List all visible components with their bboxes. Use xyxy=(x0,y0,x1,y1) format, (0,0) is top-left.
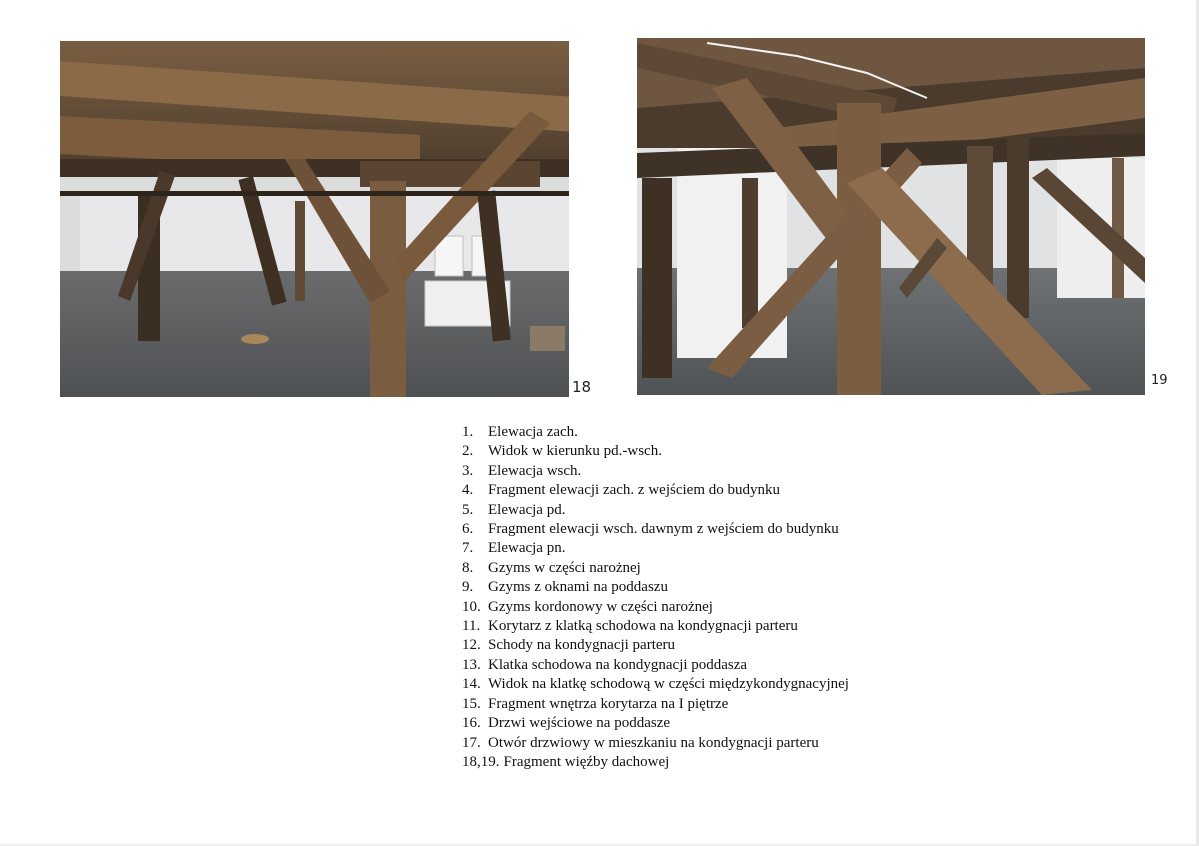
caption-text: Fragment elewacji zach. z wejściem do budynku xyxy=(488,482,780,499)
caption-text: Fragment więźby dachowej xyxy=(503,753,670,770)
caption-text: Widok na klatkę schodową w części międzykondygnacyjnej xyxy=(488,676,849,693)
caption-item xyxy=(462,481,849,500)
photo-19-drawing xyxy=(637,38,1145,395)
caption-item xyxy=(462,578,849,597)
caption-number: 16. xyxy=(462,715,481,732)
caption-item xyxy=(462,714,849,733)
caption-text: Schody na kondygnacji parteru xyxy=(488,637,676,654)
caption-item xyxy=(462,656,849,675)
photo-roof-truss-19 xyxy=(637,38,1145,395)
caption-number: 9. xyxy=(462,579,474,596)
caption-number: 2. xyxy=(462,443,474,460)
caption-text: Drzwi wejściowe na poddasze xyxy=(488,715,671,732)
caption-item xyxy=(462,675,849,694)
caption-item xyxy=(462,539,849,558)
caption-item xyxy=(462,753,849,772)
caption-number: 14. xyxy=(462,676,481,693)
caption-number: 13. xyxy=(462,656,481,673)
caption-number: 3. xyxy=(462,462,474,479)
caption-number: 7. xyxy=(462,540,474,557)
caption-text: Elewacja pd. xyxy=(488,501,566,518)
caption-number: 10. xyxy=(462,598,481,615)
caption-item xyxy=(462,423,849,442)
caption-text: Fragment elewacji wsch. dawnym z wejściem do budynku xyxy=(488,521,839,538)
caption-item xyxy=(462,617,849,636)
caption-text: Elewacja wsch. xyxy=(488,462,582,479)
caption-number: 18,19. xyxy=(462,753,500,770)
photo-roof-truss-18 xyxy=(60,41,569,397)
caption-item xyxy=(462,636,849,655)
caption-number: 1. xyxy=(462,424,474,440)
photo-18-drawing xyxy=(60,41,569,397)
caption-number: 15. xyxy=(462,695,481,712)
caption-text: Otwór drzwiowy w mieszkaniu na kondygnacji parteru xyxy=(488,734,819,751)
caption-text: Elewacja zach. xyxy=(488,424,578,440)
caption-item xyxy=(462,598,849,617)
caption-item xyxy=(462,501,849,520)
caption-number: 8. xyxy=(462,559,474,576)
caption-number: 5. xyxy=(462,501,474,518)
caption-item xyxy=(462,462,849,481)
caption-number: 17. xyxy=(462,734,481,751)
caption-text: Korytarz z klatką schodowa na kondygnacji parteru xyxy=(488,618,798,635)
caption-text: Gzyms z oknami na poddaszu xyxy=(488,579,668,596)
caption-text: Gzyms w części narożnej xyxy=(488,559,641,576)
caption-item xyxy=(462,695,849,714)
caption-text: Fragment wnętrza korytarza na I piętrze xyxy=(488,695,729,712)
photo-caption-list xyxy=(462,423,849,772)
caption-number: 12. xyxy=(462,637,481,654)
caption-number: 4. xyxy=(462,482,474,499)
caption-item xyxy=(462,520,849,539)
photo-number-18: 18 xyxy=(572,378,592,396)
caption-number: 11. xyxy=(462,618,481,635)
photo-number-19: 19 xyxy=(1151,373,1168,388)
caption-text: Elewacja pn. xyxy=(488,540,566,557)
caption-item xyxy=(462,734,849,753)
caption-text: Widok w kierunku pd.-wsch. xyxy=(488,443,662,460)
caption-text: Klatka schodowa na kondygnacji poddasza xyxy=(488,656,748,673)
caption-item xyxy=(462,442,849,461)
caption-text: Gzyms kordonowy w części narożnej xyxy=(488,598,713,615)
caption-number: 6. xyxy=(462,521,474,538)
caption-item xyxy=(462,559,849,578)
